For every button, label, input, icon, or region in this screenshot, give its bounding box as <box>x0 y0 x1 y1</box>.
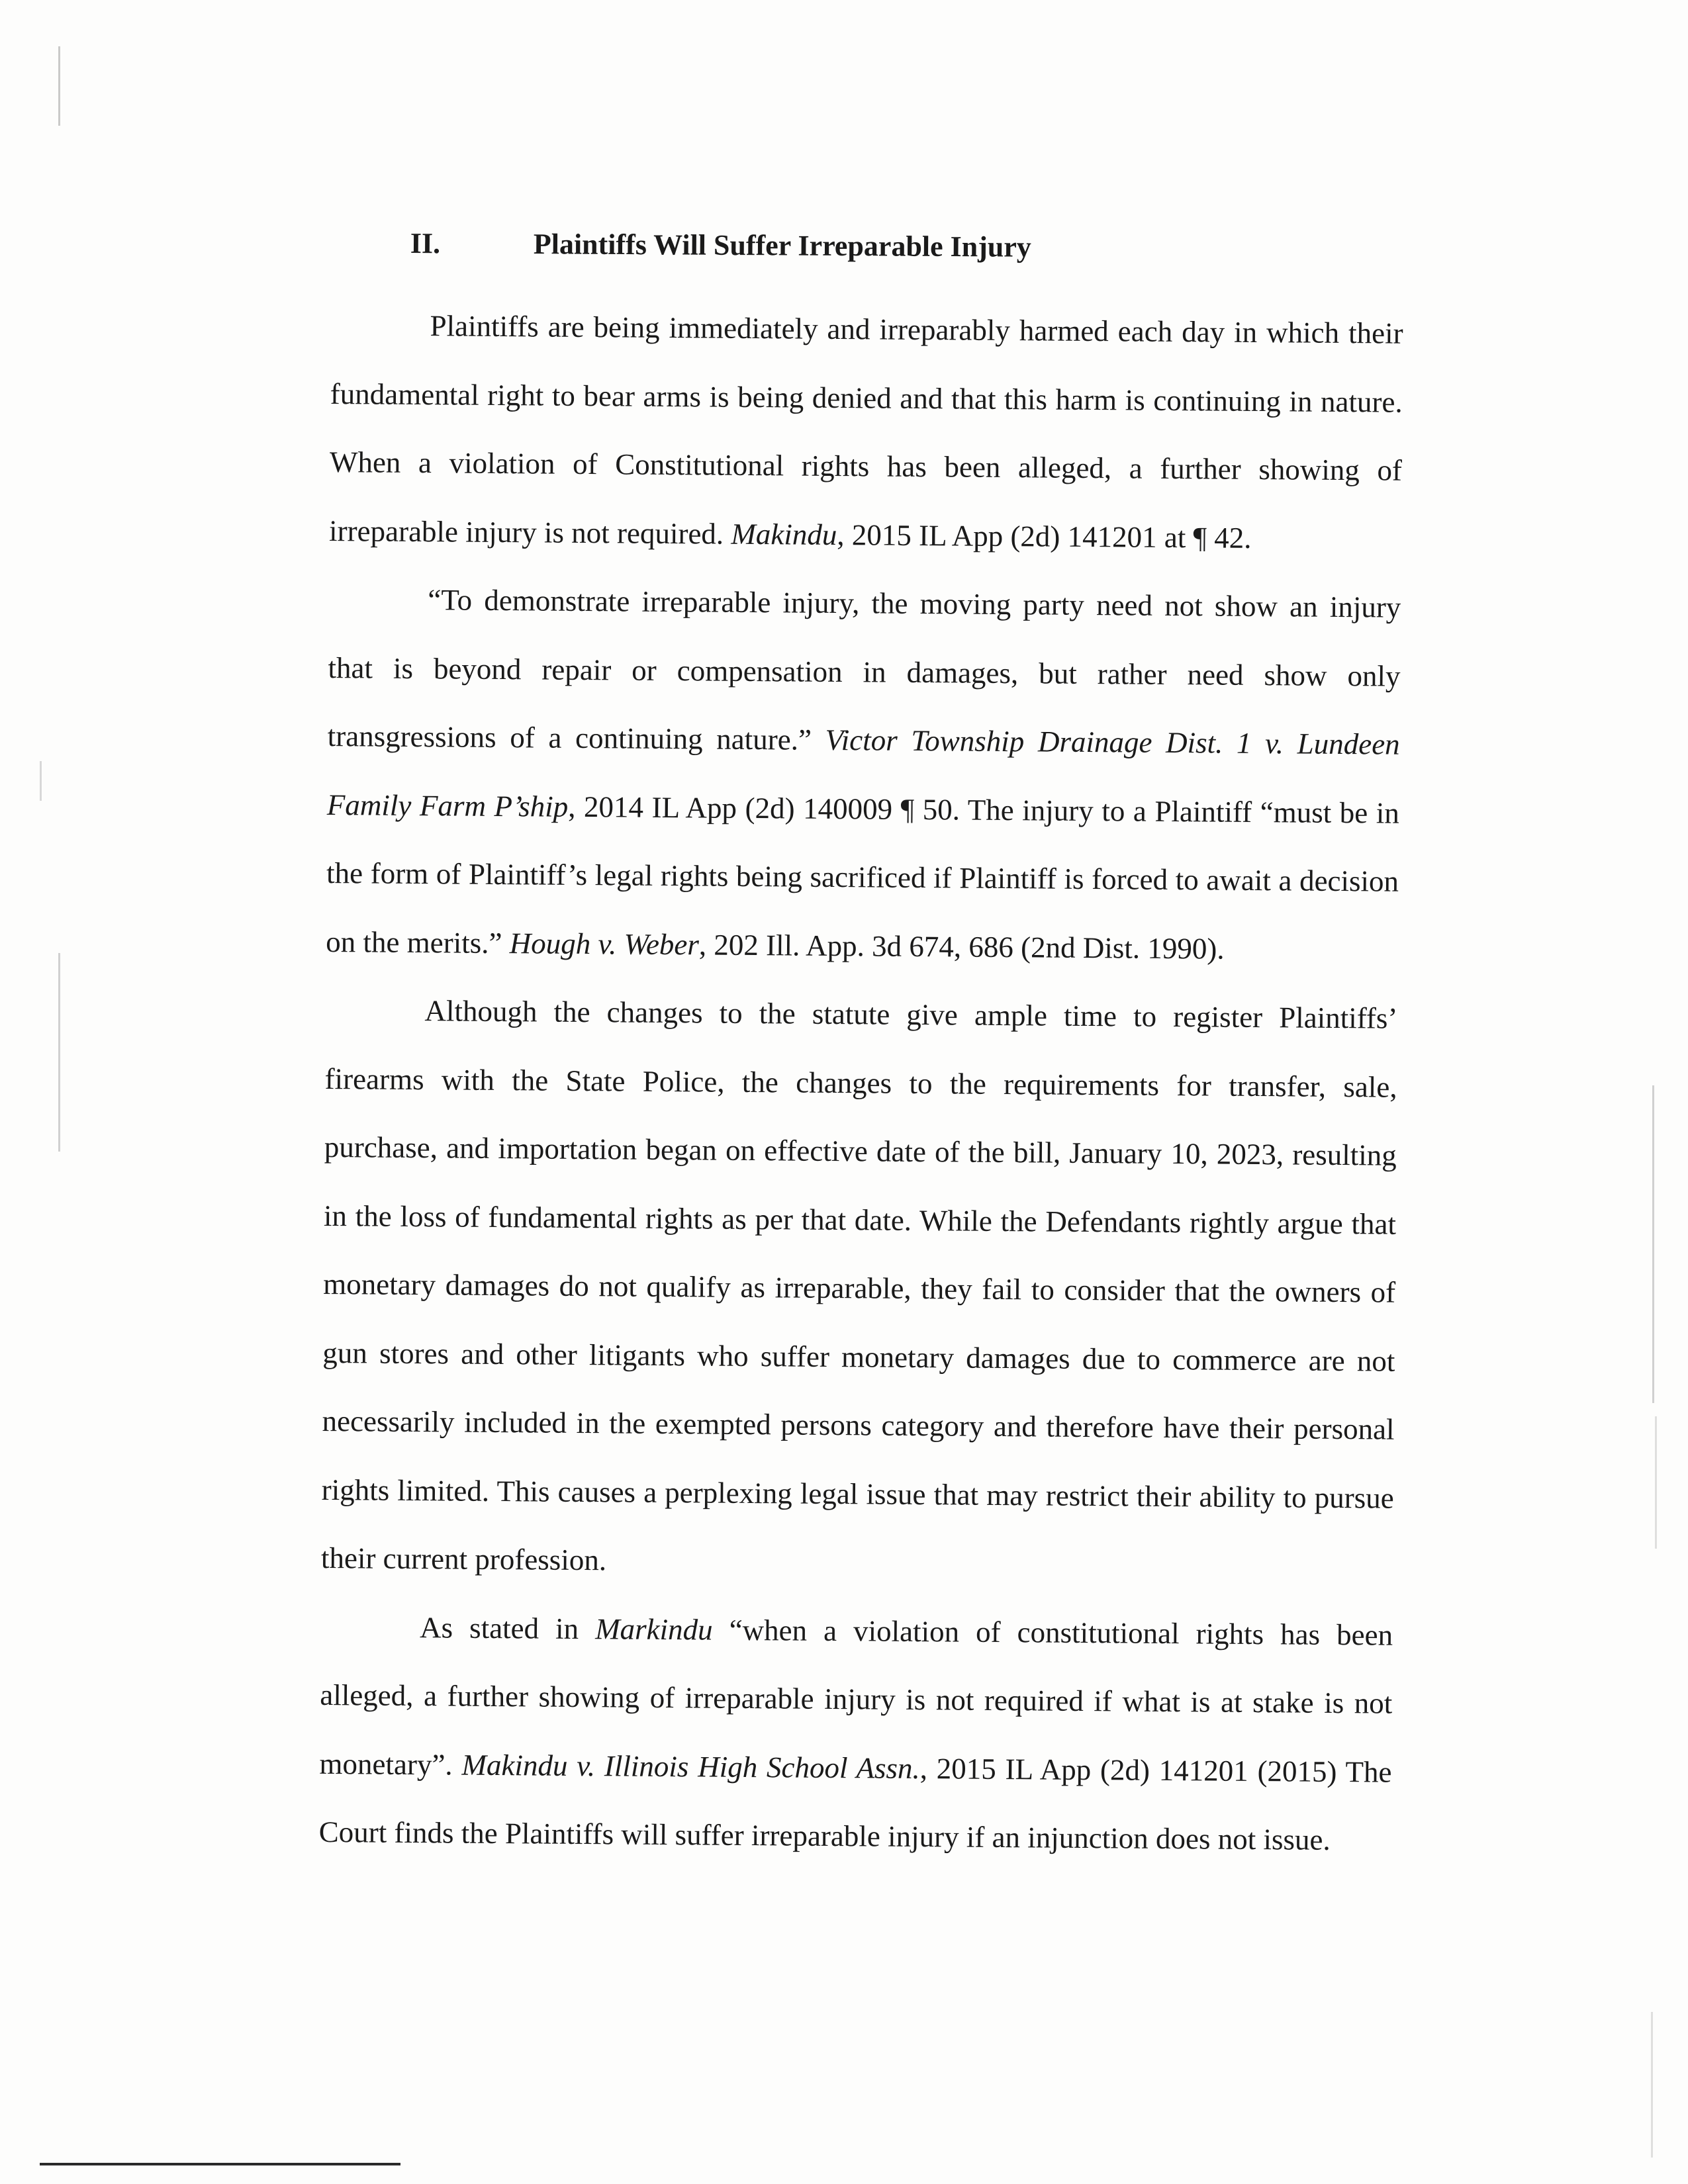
body-text <box>318 291 1403 1875</box>
paragraph-text: , 2015 IL App (2d) 141201 (2015) The Court finds the Plaintiffs will suffer irreparable injury if an injunction does not issue. <box>318 1751 1392 1856</box>
paragraph-text: Although the changes to the statute give ample time to register Plaintiffs’ firearms with the State Police, the changes to the requirements for transfer, sale, purchase, and importation began on effective date of the bill, January 10, 2023, resulting in the loss of fundamental rights as per that date. While the Defendants rightly argue that monetary damages do not qualify as irreparable, they fail to consider that the owners of gun stores and other litigants who suffer monetary damages due to commerce are not necessarily included in the exempted persons category and therefore have their personal rights limited. This causes a perplexing legal issue that may restrict their ability to pursue their current profession. <box>320 994 1398 1577</box>
scan-artifact-left <box>58 46 60 126</box>
scan-artifact-left <box>58 953 60 1152</box>
case-citation: Hough v. Weber <box>509 926 700 961</box>
paragraph-text: , 202 Ill. App. 3d 674, 686 (2nd Dist. 1990). <box>698 927 1225 966</box>
scan-artifact-right <box>1655 1416 1657 1549</box>
section-title: Plaintiffs Will Suffer Irreparable Injury <box>533 228 1032 263</box>
paragraph <box>321 976 1398 1601</box>
paragraph-text: “To demonstrate irreparable injury, the moving party need not show an injury that is beyond repair or compensation in damages, but rather need show only transgressions of a continuing nature.” <box>327 583 1401 756</box>
paragraph-text: As stated in <box>419 1610 596 1645</box>
paragraph-text: “when a violation of constitutional rights has been alleged, a further showing of irreparable injury is not required if what is at stake is not monetary”. <box>319 1613 1393 1782</box>
case-citation: Makindu <box>731 517 837 551</box>
paragraph-text: , 2015 IL App (2d) 141201 at ¶ 42. <box>837 518 1252 555</box>
section-number: II. <box>410 226 441 260</box>
section-heading <box>410 224 1403 269</box>
scan-artifact-right <box>1652 1085 1654 1403</box>
scan-artifact-left <box>40 761 42 801</box>
paragraph <box>326 565 1401 985</box>
paragraph-text: Plaintiffs are being immediately and irreparably harmed each day in which their fundamental right to bear arms is being denied and that this harm is continuing in nature. When a violation of Constitutional rights has been alleged, a further showing of irreparable injury is not required. <box>328 309 1403 551</box>
paragraph-text: , 2014 IL App (2d) 140009 ¶ 50. The injury to a Plaintiff “must be in the form of Plaintiff’s legal rights being sacrificed if Plaintiff is forced to await a decision on the merits.” <box>326 790 1400 960</box>
footnote-rule <box>40 2163 400 2165</box>
paragraph <box>318 1592 1393 1875</box>
case-citation: Victor Township Drainage Dist. 1 v. Lundeen Family Farm P’ship <box>326 723 1400 823</box>
scan-artifact-right <box>1651 2012 1653 2158</box>
case-citation: Markindu <box>594 1612 713 1647</box>
paragraph <box>329 291 1403 574</box>
case-citation: Makindu v. Illinois High School Assn. <box>461 1748 920 1785</box>
